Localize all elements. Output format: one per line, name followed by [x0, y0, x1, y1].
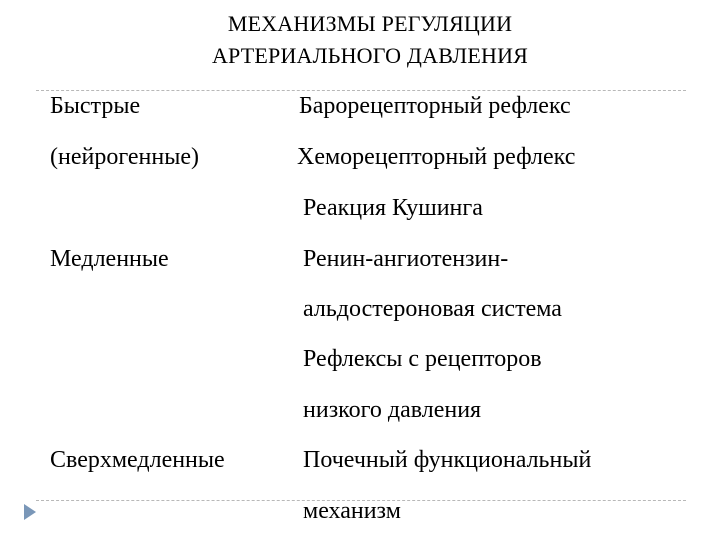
- fast-label-line-2: (нейрогенные): [50, 144, 199, 170]
- top-divider: [36, 90, 686, 91]
- slow-mechanism-lowpressure-line-2: низкого давления: [303, 397, 482, 423]
- slow-mechanism-lowpressure-line-1: Рефлексы с рецепторов: [303, 346, 542, 372]
- slow-mechanism-raas-line-1: Ренин-ангиотензин-: [303, 246, 509, 272]
- very-slow-label: Сверхмедленные: [50, 447, 225, 473]
- bullet-arrow-icon: [24, 504, 36, 520]
- fast-mechanism-chemoreflex: Хеморецепторный рефлекс: [297, 144, 576, 170]
- very-slow-mechanism-renal-line-2: механизм: [303, 498, 401, 524]
- very-slow-mechanism-renal-line-1: Почечный функциональный: [303, 447, 592, 473]
- slide-title: [0, 8, 720, 72]
- fast-mechanism-baroreflex: Барорецепторный рефлекс: [299, 93, 571, 119]
- title-line-2: АРТЕРИАЛЬНОГО ДАВЛЕНИЯ: [211, 43, 529, 68]
- slow-mechanism-raas-line-2: альдостероновая система: [303, 296, 562, 322]
- fast-label-line-1: Быстрые: [50, 93, 141, 119]
- slow-label: Медленные: [50, 246, 169, 272]
- fast-mechanism-cushing: Реакция Кушинга: [303, 195, 483, 221]
- title-line-1: МЕХАНИЗМЫ РЕГУЛЯЦИИ: [227, 11, 513, 36]
